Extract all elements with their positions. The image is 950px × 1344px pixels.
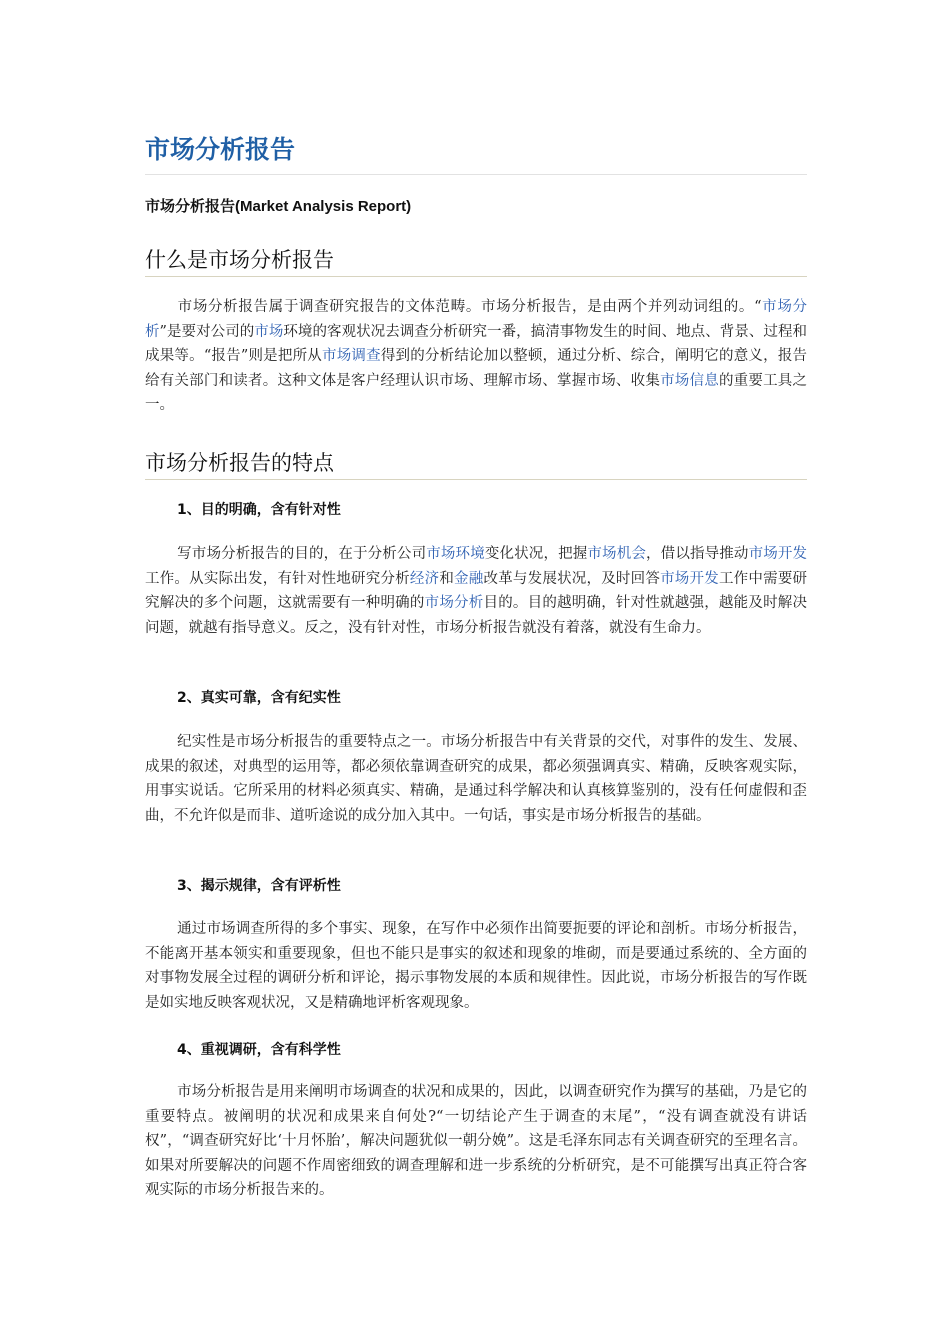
inline-link[interactable]: 市场调查 [321,348,381,365]
feature-heading-2: 2、真实可靠，含有纪实性 [177,690,341,706]
paragraph-feature-4: 市场分析报告是用来阐明市场调查的状况和成果的，因此，以调查研究作为撰写的基础，乃是它的重要特点。被阐明的状况和成果来自何处?“一切结论产生于调查的末尾”，“没有调查就没有讲话权”，“调查研究好比‘十月怀胎’，解决问题犹似一朝分娩”。这是毛泽东同志有关调查研究的至理名言。如果对所要解决的问题不作周密细致的调查理解和进一步系统的分析研究，是不可能撰写出真正符合客观实际的市场分析报告来的。 [145,1084,807,1199]
feature-heading-1: 1、目的明确，含有针对性 [177,502,341,518]
inline-link[interactable]: 市场开发 [748,546,808,562]
inline-link[interactable]: 市场 [254,323,284,340]
inline-link[interactable]: 市场信息 [660,372,719,389]
feature-heading-4: 4、重视调研，含有科学性 [177,1042,341,1058]
paragraph-feature-2: 纪实性是市场分析报告的重要特点之一。市场分析报告中有关背景的交代，对事件的发生、发展、成果的叙述，对典型的运用等，都必须依靠调查研究的成果，都必须强调真实、精确，反映客观实际，用事实说话。它所采用的材料必须真实、精确，是通过科学解决和认真核算鉴别的，没有任何虚假和歪曲，不允许似是而非、道听途说的成分加入其中。一句话，事实是市场分析报告的基础。 [145,734,807,824]
paragraph-definition: 市场分析报告属于调查研究报告的文体范畴。市场分析报告，是由两个并列动词组的。“市场分析”是要对公司的市场环境的客观状况去调查分析研究一番，搞清事物发生的时间、地点、背景、过程和成果等。“报告”则是把所从市场调查得到的分析结论加以整顿，通过分析、综合，阐明它的意义，报告给有关部门和读者。这种文体是客户经理认识市场、理解市场、掌握市场、收集市场信息的重要工具之一。 [145,299,808,414]
inline-link[interactable]: 市场开发 [660,570,719,587]
inline-link[interactable]: 金融 [454,570,484,587]
title-divider [145,174,807,175]
page-subtitle: 市场分析报告(Market Analysis Report) [145,198,412,215]
inline-link[interactable]: 市场环境 [426,546,485,562]
section-divider [145,276,807,277]
section-heading-features: 市场分析报告的特点 [145,451,334,475]
section-heading-definition: 什么是市场分析报告 [145,248,334,272]
page-title: 市场分析报告 [145,135,296,164]
paragraph-feature-3: 通过市场调查所得的多个事实、现象，在写作中必须作出简要扼要的评论和剖析。市场分析报告，不能离开基本领实和重要现象，但也不能只是事实的叙述和现象的堆砌，而是要通过系统的、全方面的对事物发展全过程的调研分析和评论，揭示事物发展的本质和规律性。因此说，市场分析报告的写作既是如实地反映客观状况，又是精确地评析客观现象。 [145,921,807,1011]
inline-link[interactable]: 市场分析 [424,595,484,612]
paragraph-feature-1: 写市场分析报告的目的，在于分析公司市场环境变化状况，把握市场机会，借以指导推动市场开发工作。从实际出发，有针对性地研究分析经济和金融改革与发展状况，及时回答市场开发工作中需要研究解决的多个问题，这就需要有一种明确的市场分析目的。目的越明确，针对性就越强，越能及时解决问题，就越有指导意义。反之，没有针对性，市场分析报告就没有着落，就没有生命力。 [145,546,808,636]
inline-link[interactable]: 经济 [409,570,440,587]
feature-heading-3: 3、揭示规律，含有评析性 [177,878,341,894]
inline-link[interactable]: 市场分析 [145,299,807,340]
inline-link[interactable]: 市场机会 [587,546,647,562]
section-divider [145,479,807,480]
